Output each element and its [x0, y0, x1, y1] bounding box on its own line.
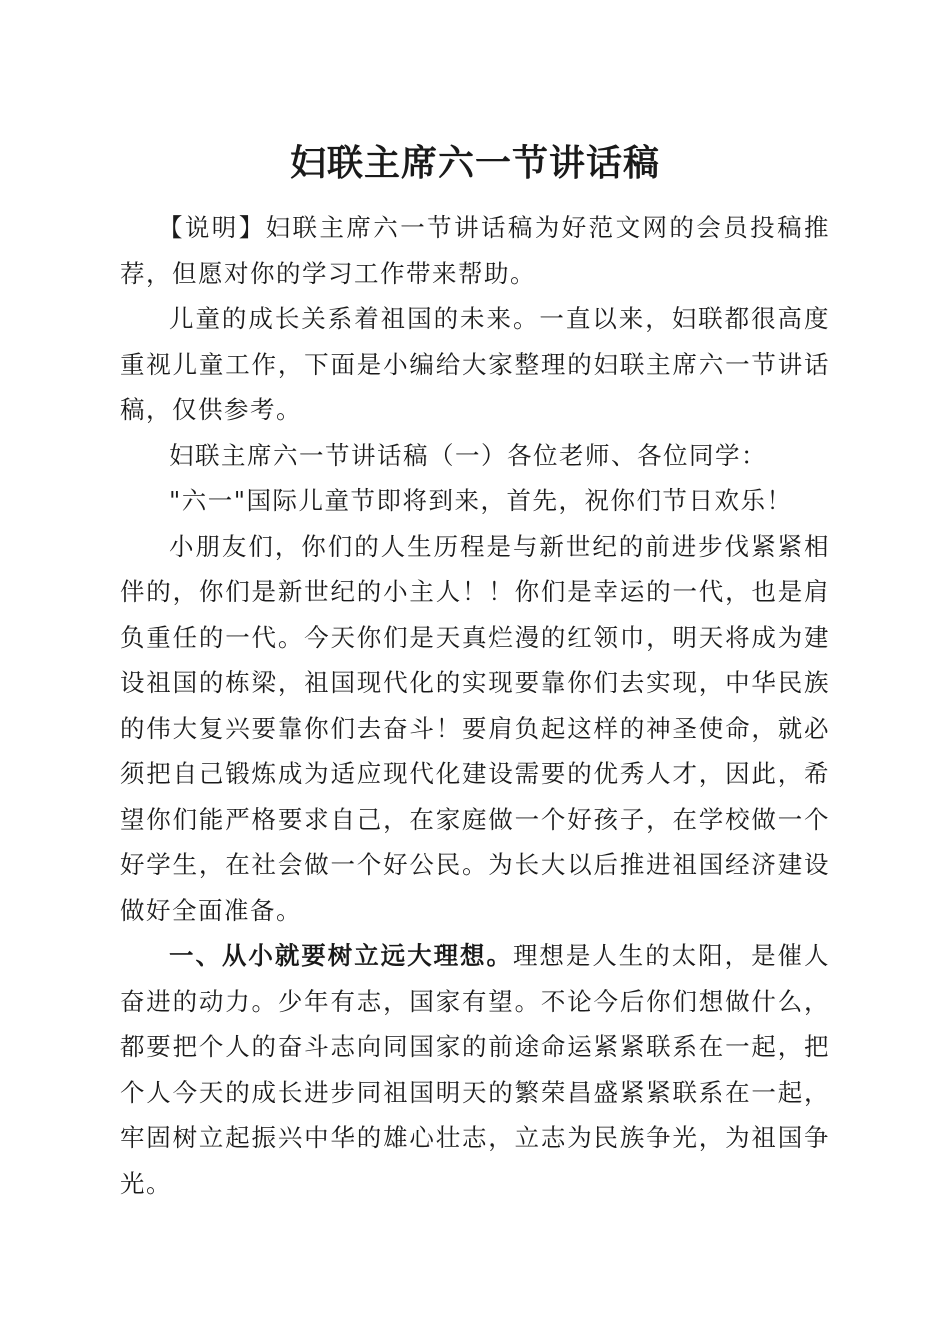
- paragraph-intro-text: 儿童的成长关系着祖国的未来。一直以来，妇联都很高度重视儿童工作，下面是小编给大家整理的妇联主席六一节讲话稿，仅供参考。: [120, 304, 830, 424]
- paragraph-intro: [120, 296, 830, 433]
- paragraph-salutation: [120, 433, 830, 479]
- paragraph-main-text: 小朋友们，你们的人生历程是与新世纪的前进步伐紧紧相伴的，你们是新世纪的小主人！！你们是幸运的一代，也是肩负重任的一代。今天你们是天真烂漫的红领巾，明天将成为建设祖国的栋梁，祖国现代化的实现要靠你们去实现，中华民族的伟大复兴要靠你们去奋斗！要肩负起这样的神圣使命，就必须把自己锻炼成为适应现代化建设需要的优秀人才，因此，希望你们能严格要求自己，在家庭做一个好孩子，在学校做一个好学生，在社会做一个好公民。为长大以后推进祖国经济建设做好全面准备。: [120, 531, 830, 925]
- paragraph-main: [120, 524, 830, 934]
- document-body: [120, 205, 830, 1206]
- paragraph-greeting: [120, 478, 830, 524]
- paragraph-note: [120, 205, 830, 296]
- paragraph-greeting-text: "六一"国际儿童节即将到来，首先，祝你们节日欢乐！: [169, 486, 793, 515]
- paragraph-note-text: 【说明】妇联主席六一节讲话稿为好范文网的会员投稿推荐，但愿对你的学习工作带来帮助。: [120, 213, 830, 288]
- section-one-text: 理想是人生的太阳，是催人奋进的动力。少年有志，国家有望。不论今后你们想做什么，都要把个人的奋斗志向同国家的前途命运紧紧联系在一起，把个人今天的成长进步同祖国明天的繁荣昌盛紧紧联系在一起，牢固树立起振兴中华的雄心壮志，立志为民族争光，为祖国争光。: [120, 941, 831, 1198]
- paragraph-salutation-text: 妇联主席六一节讲话稿（一）各位老师、各位同学：: [169, 440, 767, 470]
- page-title: 妇联主席六一节讲话稿: [289, 142, 660, 184]
- paragraph-section-one: [120, 933, 830, 1206]
- section-one-heading: 一、从小就要树立远大理想。: [169, 941, 513, 970]
